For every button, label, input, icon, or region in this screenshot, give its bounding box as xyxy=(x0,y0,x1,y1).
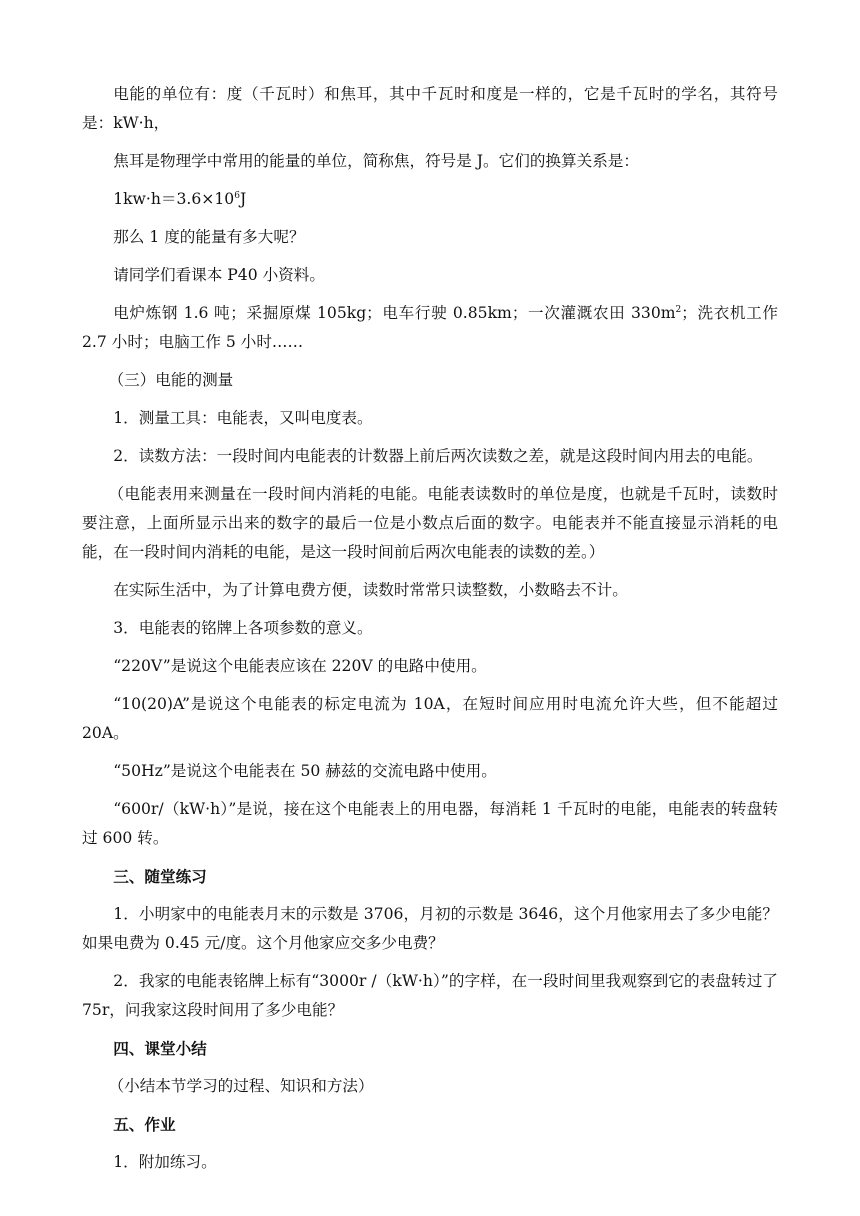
section-heading-homework: 五、作业 xyxy=(113,1115,176,1134)
paragraph-220v: “220V”是说这个电能表应该在 220V 的电路中使用。 xyxy=(113,657,487,675)
paragraph-question: 那么 1 度的能量有多大呢？ xyxy=(113,228,305,246)
paragraph-note: （电能表用来测量在一段时间内消耗的电能。电能表读数时的单位是度，也就是千瓦时，读数时要注意，上面所显示出来的数字的最后一位是小数点后面的数字。电能表并不能直接显示消耗的电能，在一段时间内消耗的电能，是这一段时间前后两次电能表的读数的差。） xyxy=(82,485,778,561)
document-body xyxy=(82,80,778,1186)
paragraph-50hz: “50Hz”是说这个电能表在 50 赫兹的交流电路中使用。 xyxy=(113,762,497,780)
examples-text-b: ；洗衣机工作 2.7 小时；电脑工作 5 小时…… xyxy=(82,304,778,351)
paragraph-textbook-ref: 请同学们看课本 P40 小资料。 xyxy=(113,266,325,284)
paragraph-current: “10(20)A”是说这个电能表的标定电流为 10A，在短时间应用时电流允许大些，但不能超过 20A。 xyxy=(82,695,778,742)
homework-item-1: 1．附加练习。 xyxy=(113,1153,217,1171)
paragraph-conversion xyxy=(82,185,778,214)
paragraph-600r: “600r/（kW·h）”是说，接在这个电能表上的用电器，每消耗 1 千瓦时的电能，电能表的转盘转过 600 转。 xyxy=(82,800,778,847)
conversion-unit: J xyxy=(239,190,247,208)
list-item-tool: 1．测量工具：电能表，又叫电度表。 xyxy=(113,409,373,427)
section-heading-measurement: （三）电能的测量 xyxy=(108,371,234,389)
conversion-base: 1kw·h＝3.6×10 xyxy=(113,190,235,208)
exercise-2: 2．我家的电能表铭牌上标有“3000r /（kW·h）”的字样，在一段时间里我观察到它的表盘转过了 75r，问我家这段时间用了多少电能？ xyxy=(82,972,778,1019)
paragraph-joule: 焦耳是物理学中常用的能量的单位，简称焦，符号是 J。它们的换算关系是： xyxy=(113,152,639,170)
conversion-exponent: 6 xyxy=(234,190,240,201)
paragraph-energy-units: 电能的单位有：度（千瓦时）和焦耳，其中千瓦时和度是一样的，它是千瓦时的学名，其符号是：kW·h， xyxy=(82,85,778,132)
examples-exponent: 2 xyxy=(675,304,682,315)
section-heading-practice: 三、随堂练习 xyxy=(113,867,207,886)
paragraph-integer-reading: 在实际生活中，为了计算电费方便，读数时常常只读整数，小数略去不计。 xyxy=(113,581,628,599)
exercise-1: 1．小明家中的电能表月末的示数是 3706，月初的示数是 3646，这个月他家用去了多少电能？如果电费为 0.45 元/度。这个月他家应交多少电费？ xyxy=(82,905,778,952)
paragraph-examples xyxy=(82,299,778,357)
paragraph-summary: （小结本节学习的过程、知识和方法） xyxy=(108,1077,374,1095)
list-item-reading: 2．读数方法：一段时间内电能表的计数器上前后两次读数之差，就是这段时间内用去的电能。 xyxy=(113,447,763,465)
section-heading-summary: 四、课堂小结 xyxy=(113,1039,207,1058)
examples-text-a: 电炉炼钢 1.6 吨；采掘原煤 105kg；电车行驶 0.85km；一次灌溉农田 330m xyxy=(113,304,676,322)
list-item-nameplate: 3．电能表的铭牌上各项参数的意义。 xyxy=(113,619,373,637)
